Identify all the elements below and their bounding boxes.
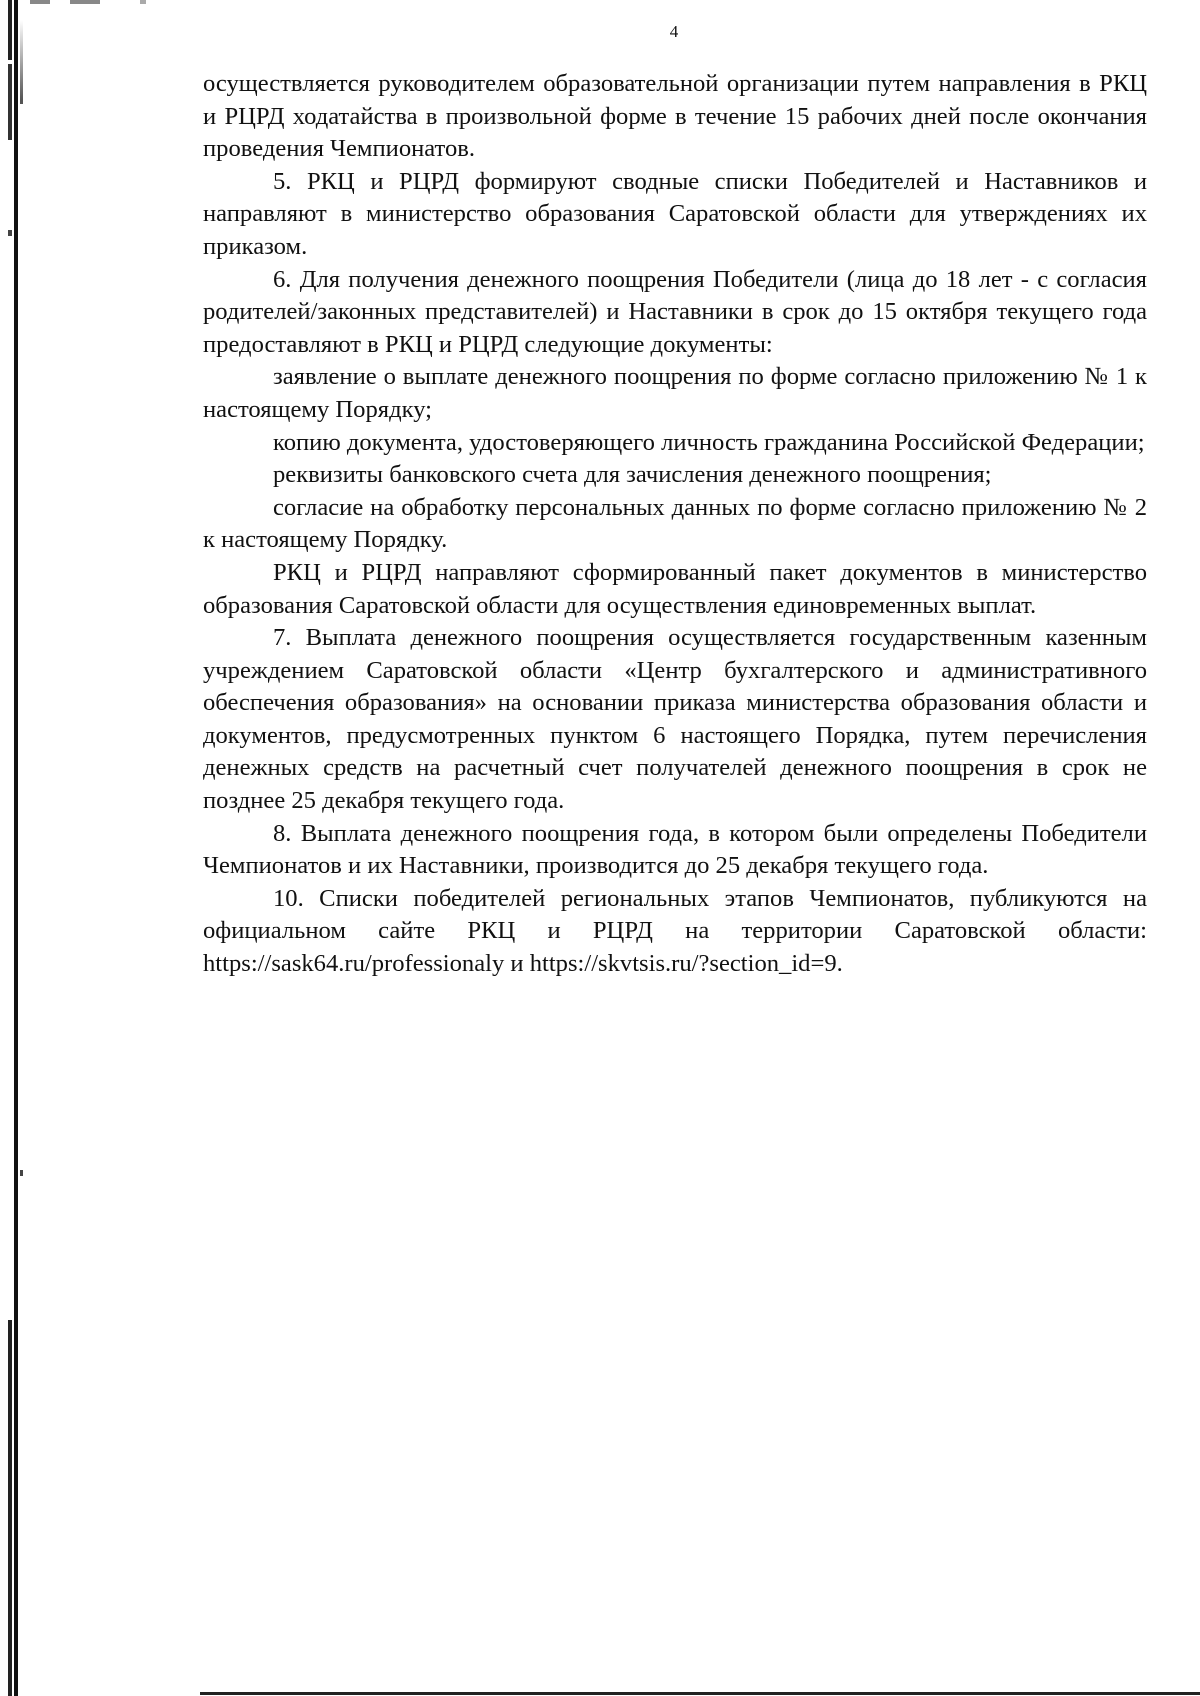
paragraph-item-7: 7. Выплата денежного поощрения осуществляется государственным казенным учреждением Саратовской области «Центр бухгалтерского и административного обеспечения образования» на основании приказа министерства образования области и документов, предусмотренных пунктом 6 настоящего Порядка, путем перечисления денежных средств на расчетный счет получателей денежного поощрения в срок не позднее 25 декабря текущего года. xyxy=(203,624,1147,815)
document-body xyxy=(203,68,1147,981)
scan-artifact-left-edge xyxy=(8,0,12,1696)
document-list-item-bank-details: реквизиты банковского счета для зачисления денежного поощрения; xyxy=(273,461,992,489)
paragraph-item-8: 8. Выплата денежного поощрения года, в котором были определены Победители Чемпионатов и их Наставники, производится до 25 декабря текущего года. xyxy=(203,819,1147,880)
paragraph-continuation: осуществляется руководителем образовательной организации путем направления в РКЦ и РЦРД ходатайства в произвольной форме в течение 15 рабочих дней после окончания проведения Чемпионатов. xyxy=(203,70,1147,163)
page-number xyxy=(0,22,1200,42)
document-list-item-consent: согласие на обработку персональных данных по форме согласно приложению № 2 к настоящему Порядку. xyxy=(203,493,1147,554)
paragraph-item-10: 10. Списки победителей региональных этапов Чемпионатов, публикуются на официальном сайте РКЦ и РЦРД на территории Саратовской области: https://sask64.ru/professionaly и https://skvtsis.ru/?section_id=9. xyxy=(203,884,1147,978)
scan-artifact-left-marks xyxy=(20,20,23,1696)
paragraph-item-6: 6. Для получения денежного поощрения Победители (лица до 18 лет - с согласия родителей/законных представителей) и Наставники в срок до 15 октября текущего года предоставляют в РКЦ и РЦРД следующие документы: xyxy=(203,265,1147,358)
document-list-item-application: заявление о выплате денежного поощрения по форме согласно приложению № 1 к настоящему Порядку; xyxy=(203,363,1147,423)
scan-artifact-bottom-rule xyxy=(200,1692,1200,1695)
page-number-text: 4 xyxy=(669,22,679,41)
paragraph-item-5: 5. РКЦ и РЦРД формируют сводные списки Победителей и Наставников и направляют в министерство образования Саратовской области для утверждениях их приказом. xyxy=(203,167,1147,260)
scan-artifact-left-edge-inner xyxy=(14,0,18,1696)
scan-artifact-top xyxy=(30,0,150,4)
paragraph-package-submission: РКЦ и РЦРД направляют сформированный пакет документов в министерство образования Саратовской области для осуществления единовременных выплат. xyxy=(203,558,1147,619)
document-list-item-identity: копию документа, удостоверяющего личность гражданина Российской Федерации; xyxy=(273,428,1145,456)
